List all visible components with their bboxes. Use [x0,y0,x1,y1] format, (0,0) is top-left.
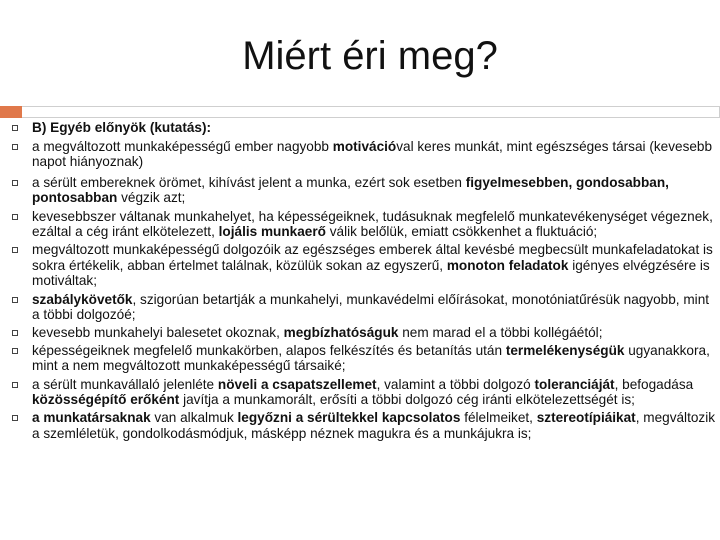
list-item [8,325,716,340]
square-bullet-icon [12,214,18,220]
bold-text: szabálykövetők [32,292,133,308]
list-item [8,175,716,205]
bold-text: termelékenységük [505,342,625,358]
list-item [8,410,716,440]
list-item [8,377,716,407]
item-text: javítja a munkamorált, erősíti a többi dolgozó cég iránti elkötelezettségét is; [179,392,635,408]
list-item [8,139,716,169]
list-item [8,292,716,322]
bold-text: legyőzni a sérültekkel kapcsolatos [237,410,461,426]
bold-text: figyelmesebben, gondosabban, pontosabban [32,174,669,205]
item-text: nem marad el a többi kollégáétól; [398,325,603,341]
list-item [8,242,716,288]
item-text: a megváltozott munkaképességű ember nagyobb [32,139,333,155]
item-text: kevesebbszer váltanak munkahelyet, ha képességeiknek, tudásuknak megfelelő munkatevékenységet végeznek, ezáltal a cég iránt elkötelezett, [32,209,713,240]
item-text: a sérült embereknek örömet, kihívást jelent a munka, ezért sok esetben [32,174,466,190]
square-bullet-icon [12,144,18,150]
bold-text: növeli a csapatszellemet [217,377,377,393]
square-bullet-icon [12,382,18,388]
bold-text: a munkatársaknak [32,410,151,426]
square-bullet-icon [12,330,18,336]
bullet-list [8,120,716,441]
item-text: válik belőlük, emiatt csökkenhet a fluktuáció; [325,224,598,240]
bold-text: toleranciáját [534,377,615,393]
slide-title: Miért éri meg? [242,34,498,78]
item-text: van alkalmuk [150,410,238,426]
item-text: val keres munkát, mint egészséges társai (kevesebb napot hiányoznak) [32,139,713,170]
square-bullet-icon [12,125,18,131]
item-text: a sérült munkavállaló jelenléte [32,377,218,393]
item-text: , szigorúan betartják a munkahelyi, munkavédelmi előírásokat, monotóniatűrésük nagyobb, mint a többi dolgozóé; [32,292,710,323]
square-bullet-icon [12,348,18,354]
square-bullet-icon [12,297,18,303]
square-bullet-icon [12,415,18,421]
item-text: , valamint a többi dolgozó [376,377,535,393]
list-item [8,209,716,239]
bold-text: lojális munkaerő [218,224,326,240]
title-divider [0,106,720,118]
item-text: igényes elvégzésére is motiváltak; [32,257,710,288]
bold-text: monoton feladatok [446,257,569,273]
item-text: végzik azt; [117,189,186,205]
bold-text: közösségépítő erőként [32,392,180,408]
bold-text: motiváció [332,139,397,155]
bold-text: B) Egyéb előnyök (kutatás): [32,120,212,135]
square-bullet-icon [12,247,18,253]
item-text: ugyanakkora, mint a nem megváltozott munkaképességű társaiké; [32,342,710,373]
list-item [8,120,716,135]
item-text: képességeiknek megfelelő munkakörben, alapos felkészítés és betanítás után [32,342,506,358]
bold-text: megbízhatóságuk [283,325,399,341]
item-text: megváltozott munkaképességű dolgozóik az egészséges emberek által kevésbé megbecsült munkafeladatokat is sokra értékelik, abban értelmet találnak, közülük sokan az egyszerű, [32,242,713,273]
item-text: , megváltozik a szemléletük, gondolkodásmódjuk, másképp néznek magukra és a munkájukra is; [32,410,716,441]
item-text: kevesebb munkahelyi balesetet okoznak, [32,325,284,341]
list-item [8,343,716,373]
divider-bar [22,106,720,118]
accent-block [0,106,22,118]
item-text: , befogadása [614,377,694,393]
square-bullet-icon [12,180,18,186]
bold-text: sztereotípiáikat [536,410,636,426]
item-text: félelmeiket, [460,410,537,426]
